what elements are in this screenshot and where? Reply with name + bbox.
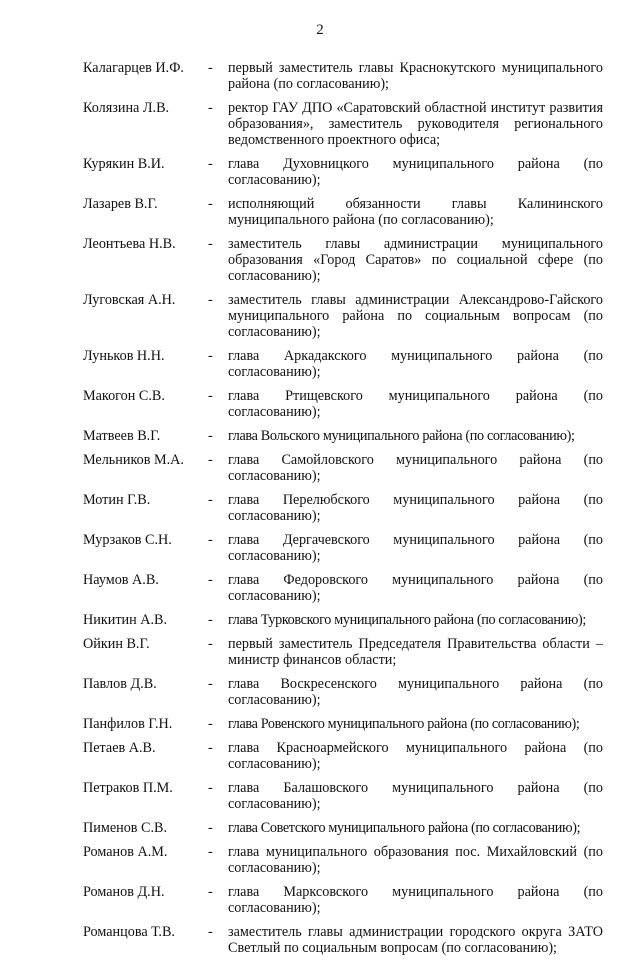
member-role: глава Турковского муниципального района (по согласованию); [228, 612, 587, 628]
member-role: заместитель главы администрации муниципального образования «Город Саратов» по социальной сфере (по согласованию); [228, 236, 603, 284]
dash-separator: - [208, 348, 213, 364]
list-item [83, 716, 603, 732]
list-item [83, 236, 603, 284]
member-name: Калагарцев И.Ф. [83, 60, 184, 76]
member-role: исполняющий обязанности главы Калининского муниципального района (по согласованию); [228, 196, 603, 228]
member-role: глава Самойловского муниципального района (по согласованию); [228, 452, 603, 484]
member-role: глава Ровенского муниципального района (по согласованию); [228, 716, 580, 732]
member-role: глава Перелюбского муниципального района (по согласованию); [228, 492, 603, 524]
member-role: глава Вольского муниципального района (по согласованию); [228, 428, 575, 444]
member-name: Петаев А.В. [83, 740, 156, 756]
page-number: 2 [316, 22, 324, 38]
member-role: заместитель главы администрации Александрово-Гайского муниципального района по социальным вопросам (по согласованию); [228, 292, 603, 340]
dash-separator: - [208, 740, 213, 756]
list-item [83, 572, 603, 604]
dash-separator: - [208, 196, 213, 212]
member-name: Матвеев В.Г. [83, 428, 161, 444]
dash-separator: - [208, 884, 213, 900]
dash-separator: - [208, 636, 213, 652]
member-role: глава Ртищевского муниципального района (по согласованию); [228, 388, 603, 420]
member-role: глава Дергачевского муниципального района (по согласованию); [228, 532, 603, 564]
dash-separator: - [208, 844, 213, 860]
list-item [83, 492, 603, 524]
member-role: глава Красноармейского муниципального района (по согласованию); [228, 740, 603, 772]
member-role: глава Марксовского муниципального района (по согласованию); [228, 884, 603, 916]
dash-separator: - [208, 612, 213, 628]
list-item [83, 292, 603, 340]
list-item [83, 612, 603, 628]
member-name: Панфилов Г.Н. [83, 716, 173, 732]
member-name: Пименов С.В. [83, 820, 168, 836]
list-item [83, 428, 603, 444]
list-item [83, 676, 603, 708]
dash-separator: - [208, 236, 213, 252]
dash-separator: - [208, 492, 213, 508]
member-name: Луньков Н.Н. [83, 348, 165, 364]
member-name: Наумов А.В. [83, 572, 159, 588]
list-item [83, 388, 603, 420]
member-role: первый заместитель главы Краснокутского муниципального района (по согласованию); [228, 60, 603, 92]
member-name: Романов А.М. [83, 844, 168, 860]
member-name: Романцова Т.В. [83, 924, 175, 940]
list-item [83, 532, 603, 564]
members-list [83, 60, 603, 964]
member-role: глава Балашовского муниципального района (по согласованию); [228, 780, 603, 812]
member-role: глава Аркадакского муниципального района (по согласованию); [228, 348, 603, 380]
list-item [83, 740, 603, 772]
list-item [83, 156, 603, 188]
member-name: Леонтьева Н.В. [83, 236, 176, 252]
member-role: глава Воскресенского муниципального района (по согласованию); [228, 676, 603, 708]
list-item [83, 196, 603, 228]
member-name: Романов Д.Н. [83, 884, 165, 900]
dash-separator: - [208, 572, 213, 588]
member-role: глава Духовницкого муниципального района (по согласованию); [228, 156, 603, 188]
member-role: первый заместитель Председателя Правительства области – министр финансов области; [228, 636, 603, 668]
dash-separator: - [208, 452, 213, 468]
member-name: Мурзаков С.Н. [83, 532, 172, 548]
member-name: Павлов Д.В. [83, 676, 157, 692]
dash-separator: - [208, 292, 213, 308]
member-name: Ойкин В.Г. [83, 636, 150, 652]
member-name: Макогон С.В. [83, 388, 165, 404]
list-item [83, 100, 603, 148]
list-item [83, 844, 603, 876]
list-item [83, 348, 603, 380]
list-item [83, 884, 603, 916]
list-item [83, 820, 603, 836]
list-item [83, 780, 603, 812]
member-role: глава муниципального образования пос. Михайловский (по согласованию); [228, 844, 603, 876]
list-item [83, 636, 603, 668]
dash-separator: - [208, 716, 213, 732]
dash-separator: - [208, 780, 213, 796]
dash-separator: - [208, 156, 213, 172]
member-name: Колязина Л.В. [83, 100, 170, 116]
dash-separator: - [208, 532, 213, 548]
member-name: Курякин В.И. [83, 156, 165, 172]
member-name: Луговская А.Н. [83, 292, 176, 308]
list-item [83, 60, 603, 92]
dash-separator: - [208, 924, 213, 940]
member-role: заместитель главы администрации городского округа ЗАТО Светлый по социальным вопросам (по согласованию); [228, 924, 603, 956]
member-role: глава Советского муниципального района (по согласованию); [228, 820, 581, 836]
member-name: Мотин Г.В. [83, 492, 151, 508]
member-name: Мельников М.А. [83, 452, 184, 468]
dash-separator: - [208, 60, 213, 76]
member-name: Петраков П.М. [83, 780, 173, 796]
dash-separator: - [208, 388, 213, 404]
dash-separator: - [208, 676, 213, 692]
dash-separator: - [208, 428, 213, 444]
member-role: ректор ГАУ ДПО «Саратовский областной институт развития образования», заместитель руководителя регионального ведомственного проектного офиса; [228, 100, 603, 148]
member-name: Никитин А.В. [83, 612, 168, 628]
dash-separator: - [208, 820, 213, 836]
member-role: глава Федоровского муниципального района (по согласованию); [228, 572, 603, 604]
list-item [83, 924, 603, 956]
member-name: Лазарев В.Г. [83, 196, 158, 212]
list-item [83, 452, 603, 484]
dash-separator: - [208, 100, 213, 116]
